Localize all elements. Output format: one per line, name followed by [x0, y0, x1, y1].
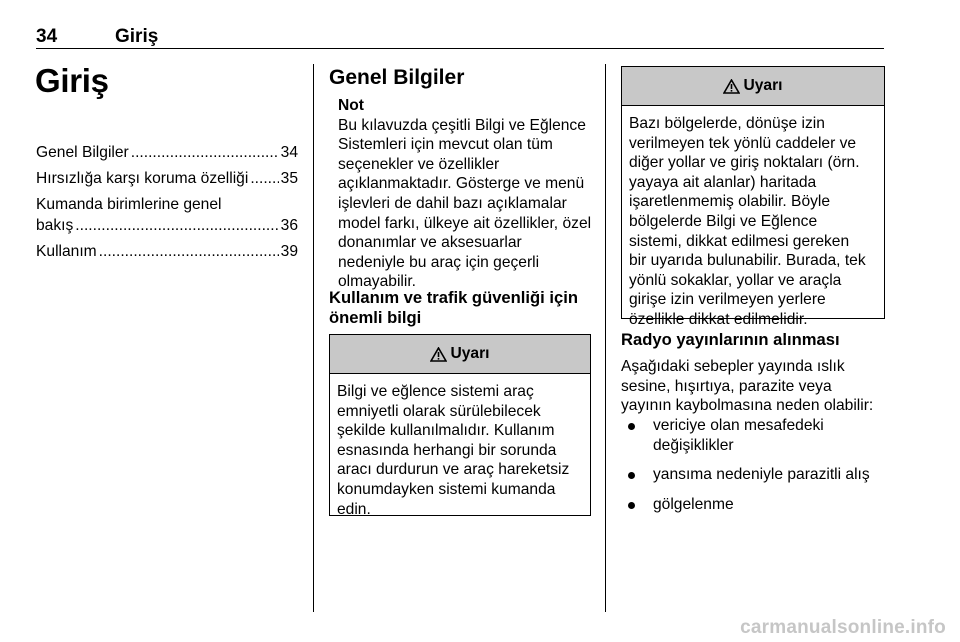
warning-line: sistemi, dikkat edilmesi gereken	[629, 232, 850, 250]
radio-intro-text	[621, 357, 873, 416]
toc-entry-page: 39	[280, 243, 298, 260]
toc-entry-kumanda-birimleri[interactable]	[36, 194, 298, 236]
running-header-title: Giriş	[115, 26, 159, 47]
list-item	[621, 465, 885, 485]
note-text	[338, 116, 600, 292]
warning-line: edin.	[337, 500, 371, 518]
warning-line: şekilde kullanılmalıdır. Kullanım	[337, 422, 555, 440]
toc-entry-genel-bilgiler[interactable]	[36, 142, 298, 163]
warning-line: özellikle dikkat edilmelidir.	[629, 310, 808, 328]
warning-line: aracı durdurun ve araç hareketsiz	[337, 461, 570, 479]
table-of-contents	[36, 142, 298, 267]
note-line: Sistemleri için mevcut olan tüm	[338, 136, 553, 154]
radio-causes-list	[621, 416, 885, 524]
bullet-icon	[628, 423, 635, 430]
warning-line: girişe izin verilmeyen yerlere	[629, 291, 826, 309]
note-line: seçenekler ve özellikler	[338, 155, 500, 173]
warning-header	[622, 67, 884, 106]
warning-line: Bazı bölgelerde, dönüşe izin	[629, 115, 825, 132]
radio-subsection-title: Radyo yayınlarının alınması	[621, 330, 840, 349]
note-line: olmayabilir.	[338, 273, 416, 291]
toc-entry-label: bakış	[36, 217, 74, 234]
warning-line: Bilgi ve eğlence sistemi araç	[337, 383, 534, 400]
watermark: carmanualsonline.info	[740, 617, 946, 638]
note-line: işlevleri de dahil bazı açıklamalar	[338, 194, 567, 212]
list-item-text: vericiye olan mesafedeki	[653, 417, 824, 434]
note-line: donanımlar ve aksesuarlar	[338, 234, 522, 252]
list-item-text: değişiklikler	[653, 436, 734, 454]
warning-box-safety	[329, 334, 591, 516]
radio-intro-line: Aşağıdaki sebepler yayında ıslık	[621, 358, 845, 375]
warning-line: işaretlenmemiş olabilir. Böyle	[629, 193, 831, 211]
toc-entry-label: Kullanım	[36, 243, 97, 260]
warning-line: emniyetli olarak sürülebilecek	[337, 402, 541, 420]
warning-line: esnasında herhangi bir sorunda	[337, 441, 557, 459]
warning-box-navigation	[621, 66, 885, 328]
note-label: Not	[338, 97, 364, 114]
warning-header	[330, 335, 590, 374]
warning-line: diğer yollar ve giriş noktaları (örn.	[629, 154, 860, 172]
chapter-title: Giriş	[35, 62, 109, 99]
warning-line: yönlü sokaklar, yollar ve araçla	[629, 271, 842, 289]
warning-text	[330, 374, 590, 519]
list-item	[621, 416, 885, 455]
bullet-icon	[628, 502, 635, 509]
warning-line: verilmeyen tek yönlü caddeler ve	[629, 134, 857, 152]
toc-leader-dots	[75, 215, 278, 236]
column-divider-left	[313, 64, 314, 612]
toc-entry-label: Genel Bilgiler	[36, 144, 129, 161]
warning-label: Uyarı	[743, 77, 783, 94]
note-line: Bu kılavuzda çeşitli Bilgi ve Eğlence	[338, 116, 586, 134]
list-item	[621, 495, 885, 515]
toc-leader-dots	[250, 168, 278, 189]
radio-intro-line: yayının kaybolmasına neden olabilir:	[621, 397, 874, 415]
radio-intro-line: sesine, hışırtıya, parazite veya	[621, 377, 832, 395]
warning-text	[622, 106, 884, 330]
warning-triangle-icon	[723, 79, 740, 94]
subsection-title-line: Kullanım ve trafik güvenliği için	[329, 288, 578, 307]
warning-line: konumdayken sistemi kumanda	[337, 480, 556, 498]
header-rule	[36, 48, 884, 49]
page-number: 34	[36, 26, 58, 47]
toc-entry-hirsizlik[interactable]	[36, 168, 298, 189]
toc-entry-kullanim[interactable]	[36, 241, 298, 262]
list-item-text: yansıma nedeniyle parazitli alış	[653, 466, 870, 484]
note-line: model farkı, ülkeye ait özellikler, özel	[338, 214, 592, 232]
list-item-text: gölgelenme	[653, 495, 734, 513]
bullet-icon	[628, 472, 635, 479]
toc-entry-label: Hırsızlığa karşı koruma özelliği	[36, 170, 249, 187]
note-line: nedeniyle bu araç için geçerli	[338, 253, 540, 271]
warning-label: Uyarı	[450, 345, 490, 362]
column-divider-right	[605, 64, 606, 612]
subsection-title-line: önemli bilgi	[329, 308, 422, 327]
warning-triangle-icon	[430, 347, 447, 362]
warning-line: bölgelerde Bilgi ve Eğlence	[629, 212, 818, 230]
note-line: açıklanmaktadır. Gösterge ve menü	[338, 175, 585, 193]
toc-entry-label-line1: Kumanda birimlerine genel	[36, 196, 222, 213]
safety-subsection-title	[329, 288, 578, 328]
warning-line: bir uyarıda bulunabilir. Burada, tek	[629, 252, 866, 270]
toc-leader-dots	[131, 142, 279, 163]
toc-entry-page: 36	[280, 217, 298, 234]
toc-leader-dots	[99, 241, 279, 262]
warning-line: yayaya ait alanlar) haritada	[629, 173, 817, 191]
note-block	[338, 96, 600, 292]
toc-entry-page: 34	[280, 144, 298, 161]
section-title-genel-bilgiler: Genel Bilgiler	[329, 66, 465, 89]
toc-entry-page: 35	[280, 170, 298, 187]
